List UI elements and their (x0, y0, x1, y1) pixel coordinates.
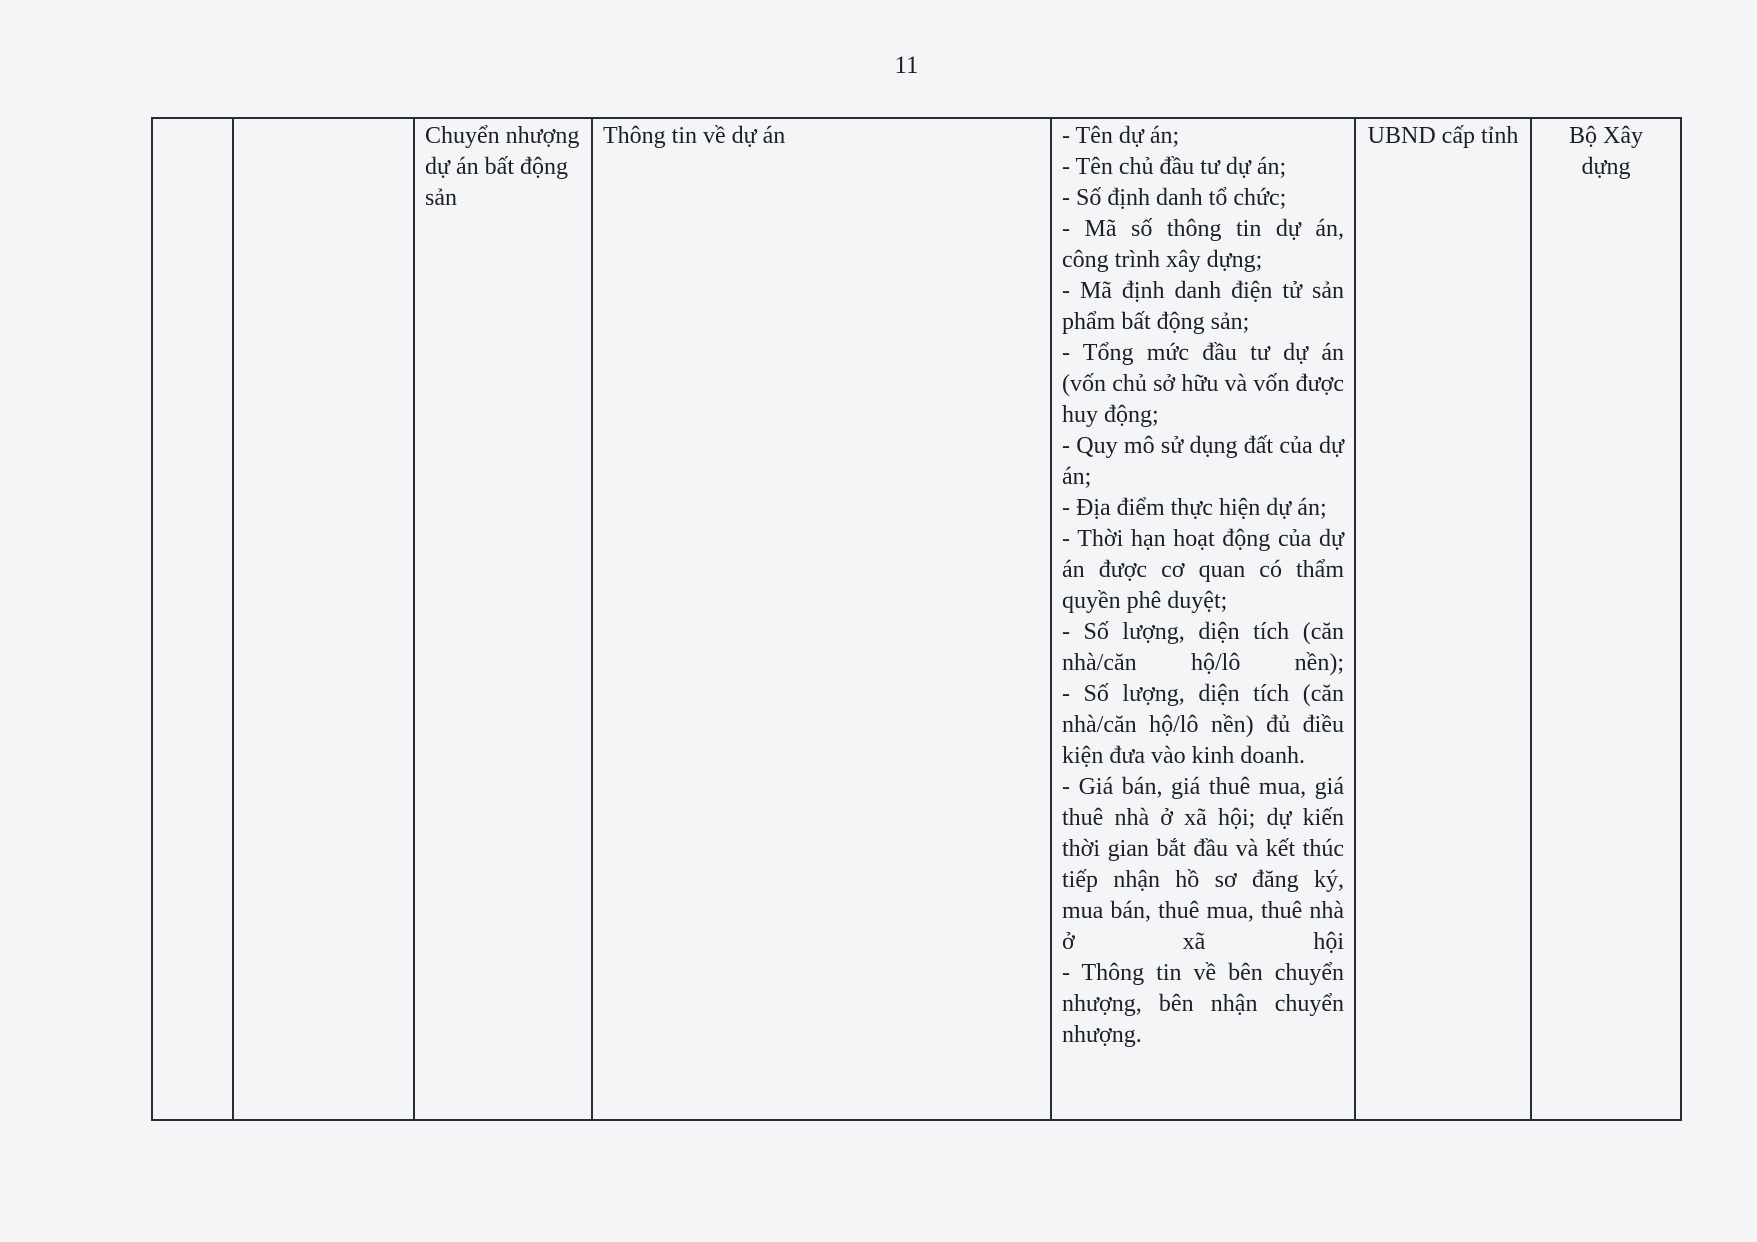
data-item: - Thời hạn hoạt động của dự án được cơ quan có thẩm quyền phê duyệt; (1062, 526, 1344, 614)
data-item: - Số lượng, diện tích (căn nhà/căn hộ/lô nền); (1062, 619, 1344, 676)
provider-cell: UBND cấp tỉnh (1355, 118, 1531, 1120)
data-items-cell (1051, 118, 1355, 1120)
data-item: - Mã định danh điện tử sản phẩm bất động sản; (1062, 278, 1344, 335)
category-cell (233, 118, 414, 1120)
data-item: - Tổng mức đầu tư dự án (vốn chủ sở hữu và vốn được huy động; (1062, 340, 1344, 428)
data-item: - Địa điểm thực hiện dự án; (1062, 495, 1327, 521)
index-cell (152, 118, 233, 1120)
receiver-cell: Bộ Xây dựng (1531, 118, 1681, 1120)
data-item: - Quy mô sử dụng đất của dự án; (1062, 433, 1344, 490)
data-item: - Tên dự án; (1062, 123, 1180, 149)
data-item: - Số định danh tổ chức; (1062, 185, 1287, 211)
page-number: 11 (894, 52, 919, 79)
info-type-cell: Thông tin về dự án (592, 118, 1051, 1120)
data-item: - Tên chủ đầu tư dự án; (1062, 154, 1287, 180)
data-item: - Mã số thông tin dự án, công trình xây dựng; (1062, 216, 1344, 273)
data-sharing-table (151, 117, 1682, 1121)
data-item: - Số lượng, diện tích (căn nhà/căn hộ/lô nền) đủ điều kiện đưa vào kinh doanh. (1062, 681, 1344, 769)
transaction-cell: Chuyển nhượng dự án bất động sản (414, 118, 592, 1120)
table-row (152, 118, 1681, 1120)
data-item: - Thông tin về bên chuyển nhượng, bên nhận chuyển nhượng. (1062, 960, 1344, 1048)
data-item: - Giá bán, giá thuê mua, giá thuê nhà ở xã hội; dự kiến thời gian bắt đầu và kết thúc tiếp nhận hồ sơ đăng ký, mua bán, thuê mua, thuê nhà ở xã hội (1062, 774, 1344, 955)
